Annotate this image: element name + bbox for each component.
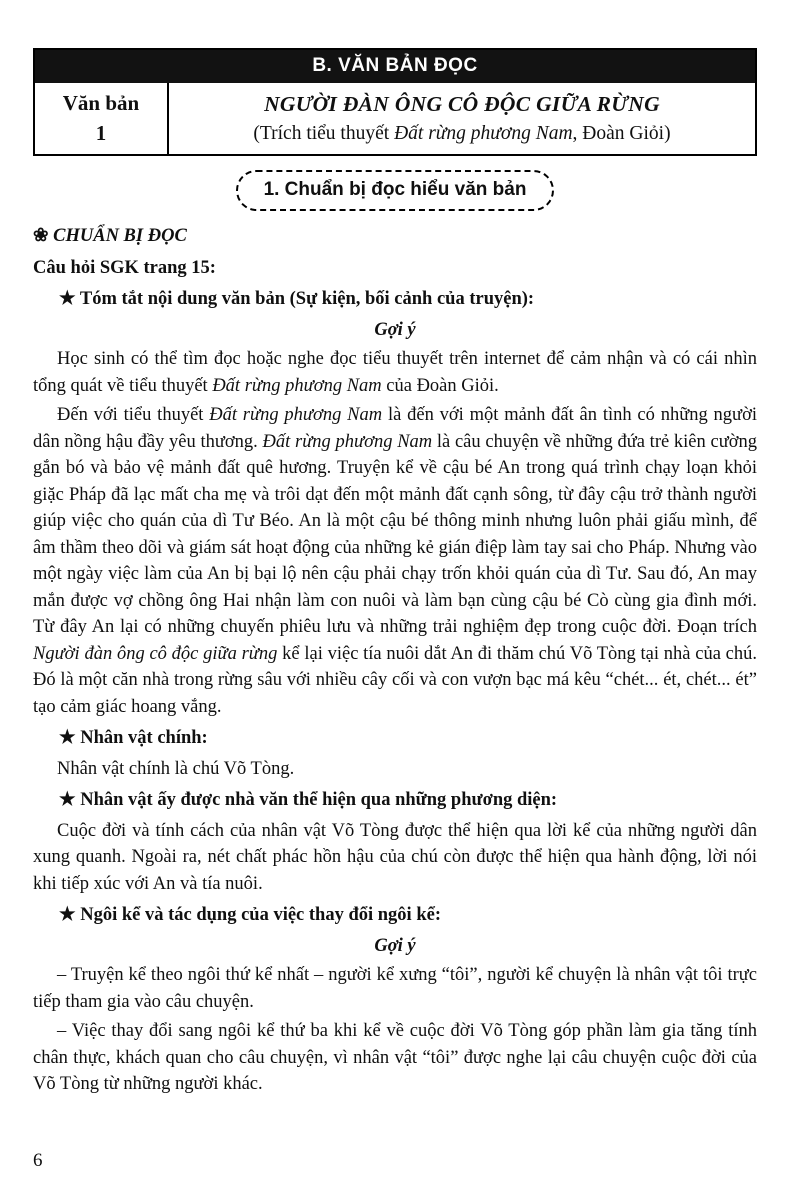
book-title-italic: Đất rừng phương Nam [212,375,382,396]
star-icon: ★ [59,905,76,925]
paragraph-6: – Việc thay đổi sang ngôi kể thứ ba khi kể về cuộc đời Võ Tòng góp phần làm gia tăng tính chân thực, khách quan cho câu chuyện, vì nhân vật “tôi” được nghe lại câu chuyện cuộc đời của Võ Tòng từ những người khác. [33,1021,757,1094]
section-header-text: B. VĂN BẢN ĐỌC [312,55,478,76]
title-cell [169,83,755,154]
book-title-italic: Đất rừng phương Nam [209,405,383,425]
heading-narration [33,902,757,929]
hint-label-2: Gợi ý [374,935,416,956]
paragraph-5: – Truyện kể theo ngôi thứ kể nhất – người kể xưng “tôi”, người kể chuyện là nhân vật tôi trực tiếp tham gia vào câu chuyện. [33,965,757,1012]
lesson-number: 1 [95,121,107,145]
subtitle-suffix: , Đoàn Giỏi) [572,123,671,144]
heading-narration-text: Ngôi kể và tác dụng của việc thay đổi ngôi kể: [80,905,441,925]
excerpt-title-italic: Người đàn ông cô độc giữa rừng [33,643,278,664]
header-frame [33,48,757,156]
heading-sgk-question: Câu hỏi SGK trang 15: [33,257,216,278]
section-badge-row [33,170,757,211]
section-header-bar [35,50,755,83]
hint-label-1: Gợi ý [374,319,416,340]
section-badge: 1. Chuẩn bị đọc hiểu văn bản [236,170,555,211]
subtitle-book-title: Đất rừng phương Nam [394,123,573,144]
heading-summary-text: Tóm tắt nội dung văn bản (Sự kiện, bối cảnh của truyện): [79,289,535,309]
paragraph-3: Nhân vật chính là chú Võ Tòng. [57,758,295,779]
text-run: của Đoàn Giỏi. [381,375,499,396]
document-subtitle [177,123,747,145]
text-run: Đến với tiểu thuyết [57,405,210,425]
lesson-cell [35,83,169,154]
star-icon: ★ [59,728,76,748]
lesson-header-row [35,83,755,154]
page-number: 6 [33,1150,43,1171]
heading-prepare-text: CHUẨN BỊ ĐỌC [53,226,187,246]
book-title-italic: Đất rừng phương Nam [262,431,433,452]
star-icon: ★ [59,289,76,309]
text-run: là câu chuyện về những đứa trẻ kiên cường gắn bó và bảo vệ mảnh đất quê hương. Truyện kể về cậu bé An trong quá trình chạy loạn khỏi giặc Pháp đã lạc mất cha mẹ và trôi dạt đến một mảnh đất cạnh sông, từ đây cậu trở thành người giúp việc cho quán của dì Tư Béo. An là một cậu bé thông minh nhưng luôn phải giấu mình, để âm thầm theo dõi và giám sát hoạt động của những kẻ gián điệp làm tay sai cho Pháp. Nhưng vào một ngày việc làm của An bị bại lộ nên cậu phải chạy trốn khỏi quán của dì Tư. Sau đó, An may mắn được vợ chồng ông Hai nhận làm con nuôi và làm bạn cùng cậu bé Cò cùng gia đình mới. Từ đây An lại có những chuyến phiêu lưu và những trải nghiệm đẹp trong cuộc đời. Đoạn trích [33,431,758,637]
paragraph-2 [33,402,757,720]
heading-prepare [33,223,757,250]
paragraph-1 [33,346,757,399]
document-title: NGƯỜI ĐÀN ÔNG CÔ ĐỘC GIỮA RỪNG [264,92,660,116]
star-icon: ★ [59,790,76,810]
heading-character-aspects-text: Nhân vật ấy được nhà văn thể hiện qua những phương diện: [80,790,558,810]
page-body [33,223,757,1098]
subtitle-prefix: (Trích tiểu thuyết [253,123,395,144]
heading-main-character-text: Nhân vật chính: [80,728,208,748]
text-run: là đến với một mảnh đất ân tình có những người dân nồng hậu đầy yêu thương. [33,405,757,452]
paragraph-4: Cuộc đời và tính cách của nhân vật Võ Tòng được thể hiện qua lời kể của những người dân xung quanh. Ngoài ra, nét chất phác hồn hậu của chú còn được thể hiện qua hành động, lời nói khi tiếp xúc với An và tía nuôi. [33,820,757,894]
heading-summary [33,286,757,313]
text-run: kể lại việc tía nuôi dắt An đi thăm chú Võ Tòng tại nhà của chú. Đó là một căn nhà trong rừng sâu với nhiều cây cối và con vượn bạc má kêu “chét... ét, chét... ét” tạo cảm giác hoang vắng. [33,643,757,717]
lesson-label: Văn bản [62,91,140,115]
heading-character-aspects [33,787,757,814]
text-run: Học sinh có thể tìm đọc hoặc nghe đọc tiểu thuyết trên internet để cảm nhận và có cái nhìn tổng quát về tiểu thuyết [33,349,757,396]
heading-main-character [33,725,757,752]
flower-icon: ❀ [33,226,49,246]
